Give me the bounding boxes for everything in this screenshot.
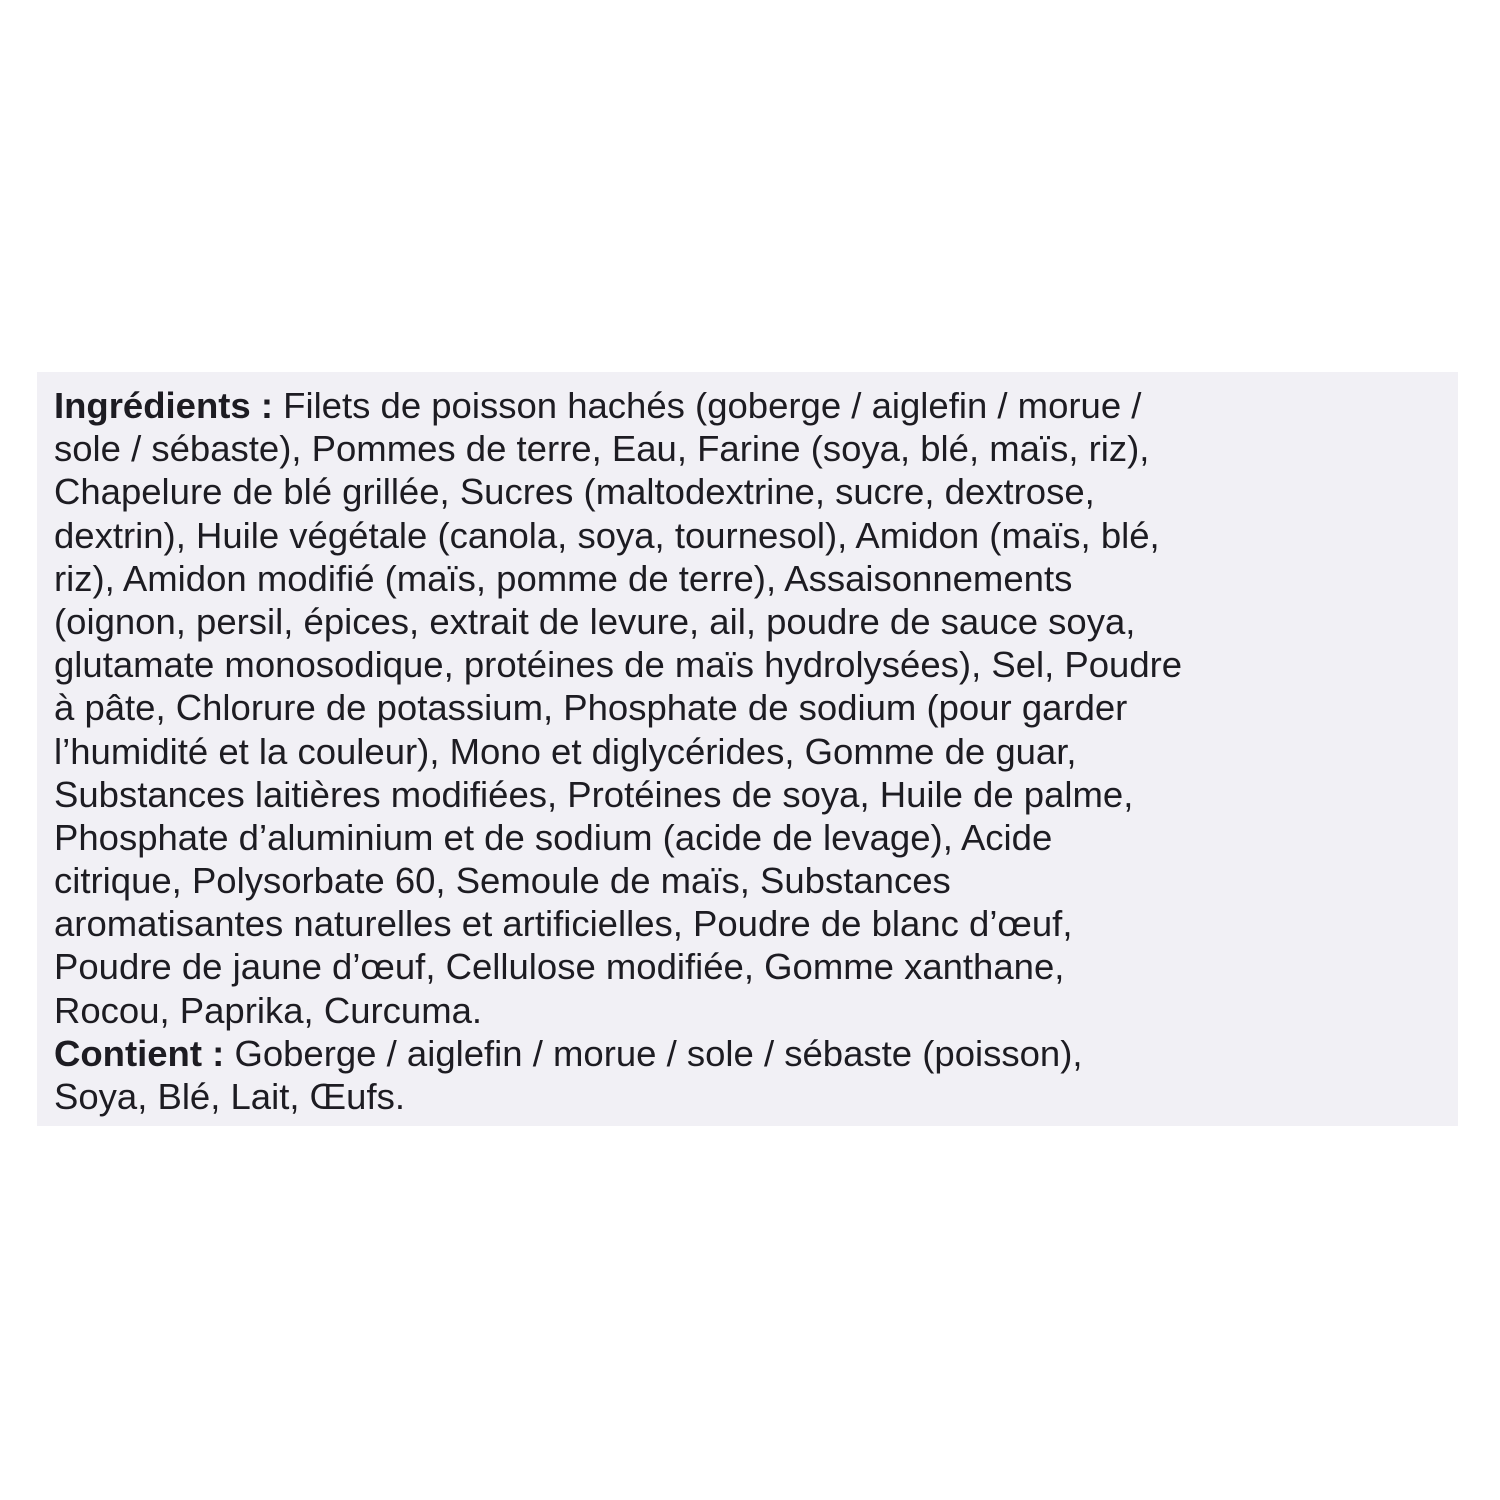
ingredients-line-7: glutamate monosodique, protéines de maïs hydrolysées), Sel, Poudre <box>54 644 1183 686</box>
contains-line-2: Soya, Blé, Lait, Œufs. <box>54 1076 405 1117</box>
ingredients-line-8: à pâte, Chlorure de potassium, Phosphate de sodium (pour garder <box>54 687 1128 729</box>
ingredients-line-11: Phosphate d’aluminium et de sodium (acide de levage), Acide <box>54 816 1053 858</box>
ingredients-line-3: Chapelure de blé grillée, Sucres (maltodextrine, sucre, dextrose, <box>54 471 1095 513</box>
ingredients-heading: Ingrédients : <box>54 385 274 426</box>
contains-text: Goberge / aiglefin / morue / sole / sébaste (poisson), <box>224 1032 1083 1074</box>
ingredients-line-14: Poudre de jaune d’œuf, Cellulose modifiée, Gomme xanthane, <box>54 946 1065 988</box>
ingredients-line-6: (oignon, persil, épices, extrait de levure, ail, poudre de sauce soya, <box>54 600 1136 642</box>
ingredients-line-4: dextrin), Huile végétale (canola, soya, tournesol), Amidon (maïs, blé, <box>54 514 1160 556</box>
ingredients-text: Filets de poisson hachés (goberge / aiglefin / morue / <box>273 385 1142 426</box>
ingredients-line-5: riz), Amidon modifié (maïs, pomme de terre), Assaisonnements <box>54 557 1073 599</box>
ingredients-line-2: sole / sébaste), Pommes de terre, Eau, Farine (soya, blé, maïs, riz), <box>54 428 1150 470</box>
ingredients-line-15: Rocou, Paprika, Curcuma. <box>54 989 483 1031</box>
ingredients-line-10: Substances laitières modifiées, Protéines de soya, Huile de palme, <box>54 773 1134 815</box>
ingredients-line-9: l’humidité et la couleur), Mono et diglycérides, Gomme de guar, <box>54 730 1077 772</box>
ingredients-line-1 <box>54 384 1454 427</box>
ingredient-text-block <box>54 384 1454 1118</box>
contains-heading: Contient : <box>54 1032 225 1074</box>
ingredients-line-12: citrique, Polysorbate 60, Semoule de maïs, Substances <box>54 860 951 902</box>
contains-line-1 <box>54 1032 1454 1075</box>
ingredient-label-panel <box>37 372 1458 1126</box>
ingredients-line-13: aromatisantes naturelles et artificielles, Poudre de blanc d’œuf, <box>54 903 1073 945</box>
